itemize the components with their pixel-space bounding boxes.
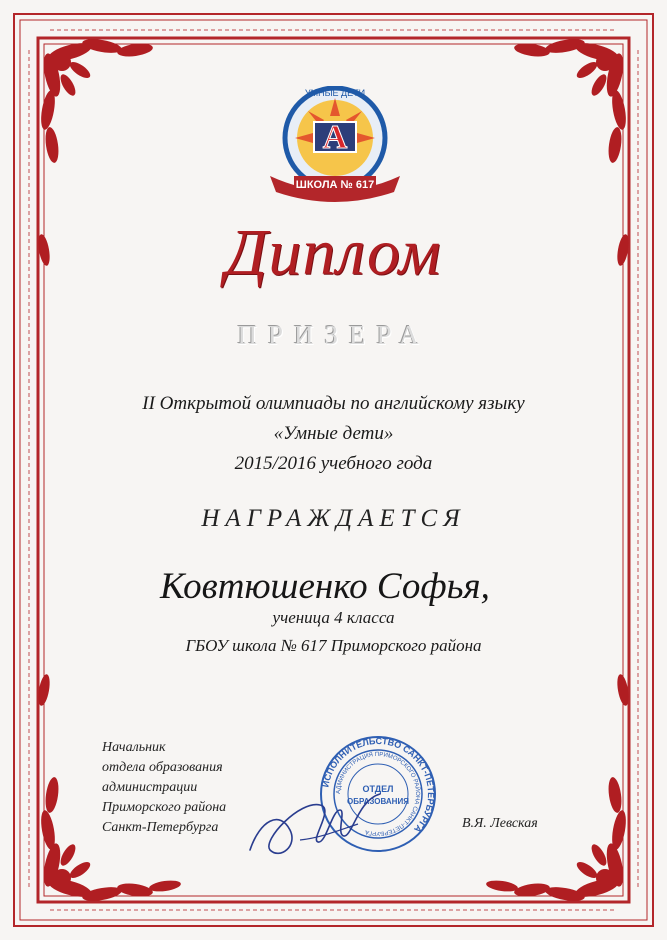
olympiad-line-2: «Умные дети»	[273, 423, 394, 444]
olympiad-line-3: 2015/2016 учебного года	[234, 453, 433, 474]
diploma-title: Диплом	[225, 216, 442, 289]
diploma-subtitle: ПРИЗЕРА	[237, 320, 430, 350]
position-line: Начальник	[102, 740, 166, 755]
recipient-name: Ковтюшенко Софья,	[160, 566, 490, 607]
stamp-outer-text: ИСПОЛНИТЕЛЬСТВО САНКТ-ПЕТЕРБУРГА	[320, 735, 437, 835]
school-logo	[262, 86, 408, 204]
position-line: Санкт-Петербурга	[102, 820, 219, 835]
recipient-school: ГБОУ школа № 617 Приморского района	[185, 636, 482, 655]
awarded-label: НАГРАЖДАЕТСЯ	[201, 505, 466, 532]
recipient-grade: ученица 4 класса	[272, 608, 395, 627]
handwritten-signature	[240, 780, 390, 870]
logo-letter: А	[322, 119, 348, 156]
stamp-center-line-1: ОТДЕЛ	[362, 784, 394, 794]
position-line: отдела образования	[102, 760, 223, 775]
logo-banner-text: ШКОЛА № 617	[295, 179, 375, 191]
logo-arc-text: УМНЫЕ ДЕТИ	[304, 88, 366, 98]
signatory-position	[102, 738, 226, 838]
olympiad-line-1: II Открытой олимпиады по английскому языку	[142, 393, 525, 414]
position-line: администрации	[102, 780, 198, 795]
position-line: Приморского района	[102, 800, 227, 815]
signatory-name: В.Я. Левская	[462, 816, 538, 831]
stamp-center-line-2: ОБРАЗОВАНИЯ	[347, 797, 409, 806]
stamp-inner-text: АДМИНИСТРАЦИЯ ПРИМОРСКОГО РАЙОНА САНКТ-ПЕТЕРБУРГА	[335, 751, 421, 837]
